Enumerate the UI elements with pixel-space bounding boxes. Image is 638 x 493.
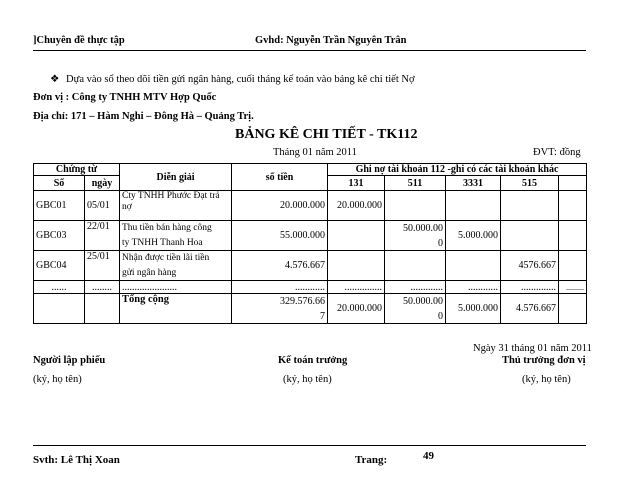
- cell-amount: 20.000.000: [232, 191, 328, 221]
- dots-511: .............: [385, 281, 446, 294]
- col-empty: [559, 176, 587, 191]
- header-left: ]Chuyên đề thực tập: [33, 35, 125, 46]
- cell-131: [328, 221, 385, 251]
- cell-3331: [446, 191, 501, 221]
- cell-desc: Nhận được tiền lãi tiền gửi ngân hàng: [120, 251, 232, 281]
- cell-515: [501, 221, 559, 251]
- bullet-icon: ❖: [50, 74, 60, 85]
- total-label: Tổng cộng: [120, 294, 232, 324]
- col-131: 131: [328, 176, 385, 191]
- footer-student: Svth: Lê Thị Xoan: [33, 454, 120, 466]
- cell-511: [385, 191, 446, 221]
- cell-511: 50.000.00 0: [385, 221, 446, 251]
- detail-table: [33, 163, 587, 324]
- dots-no: ......: [34, 281, 85, 294]
- cell-515: 4576.667: [501, 251, 559, 281]
- total-515: 4.576.667: [501, 294, 559, 324]
- signer-preparer-note: (ký, họ tên): [33, 374, 82, 385]
- header-rule: [33, 50, 586, 51]
- signer-director-note: (ký, họ tên): [522, 374, 571, 385]
- intro-line: [50, 73, 415, 85]
- dots-date: ........: [85, 281, 120, 294]
- cell-131: [328, 251, 385, 281]
- total-3331: 5.000.000: [446, 294, 501, 324]
- col-description: Diễn giải: [120, 164, 232, 191]
- signer-preparer: Người lập phiếu: [33, 355, 106, 366]
- dots-3331: ............: [446, 281, 501, 294]
- total-511: 50.000.00 0: [385, 294, 446, 324]
- currency-unit: ĐVT: đồng: [533, 147, 581, 158]
- col-no: Số: [34, 176, 85, 191]
- cell-515: [501, 191, 559, 221]
- cell-no: GBC03: [34, 221, 85, 251]
- signer-chief-accountant-note: (ký, họ tên): [283, 374, 332, 385]
- cell-amount: 55.000.000: [232, 221, 328, 251]
- table-row: [34, 221, 587, 251]
- cell-extra: [559, 221, 587, 251]
- cell-3331: [446, 251, 501, 281]
- total-date: [85, 294, 120, 324]
- footer-rule: [33, 445, 586, 446]
- total-amount: 329.576.66 7: [232, 294, 328, 324]
- signer-chief-accountant: Kế toán trưởng: [278, 355, 348, 366]
- total-row: [34, 294, 587, 324]
- cell-3331: 5.000.000: [446, 221, 501, 251]
- cell-511: [385, 251, 446, 281]
- col-voucher: Chứng từ: [34, 164, 120, 176]
- table-row-dots: [34, 281, 587, 294]
- table-row: [34, 251, 587, 281]
- cell-extra: [559, 251, 587, 281]
- footer-page-label: Trang:: [355, 454, 388, 466]
- dots-515: ..............: [501, 281, 559, 294]
- col-511: 511: [385, 176, 446, 191]
- cell-no: GBC04: [34, 251, 85, 281]
- dots-extra: .........: [559, 281, 587, 294]
- col-amount: số tiền: [232, 164, 328, 191]
- total-no: [34, 294, 85, 324]
- signer-director: Thủ trưởng đơn vị: [502, 355, 586, 366]
- intro-text: Dựa vào sổ theo dõi tiền gửi ngân hàng, cuối tháng kế toán vào bảng kê chi tiết Nợ: [66, 74, 415, 85]
- total-extra: [559, 294, 587, 324]
- dots-desc: ......................: [120, 281, 232, 294]
- cell-131: 20.000.000: [328, 191, 385, 221]
- cell-date: 25/01: [85, 251, 120, 281]
- dots-amount: ............: [232, 281, 328, 294]
- month-line: Tháng 01 năm 2011: [273, 147, 357, 158]
- dots-131: ...............: [328, 281, 385, 294]
- cell-desc: Thu tiền bán hàng công ty TNHH Thanh Hoa: [120, 221, 232, 251]
- address-line: Địa chỉ: 171 – Hàm Nghi – Đông Hà – Quảng Trị.: [33, 111, 254, 122]
- footer-page-number: 49: [423, 450, 434, 462]
- cell-date: 22/01: [85, 221, 120, 251]
- total-131: 20.000.000: [328, 294, 385, 324]
- sign-date: Ngày 31 tháng 01 năm 2011: [473, 343, 592, 354]
- cell-extra: [559, 191, 587, 221]
- table-row: [34, 191, 587, 221]
- col-515: 515: [501, 176, 559, 191]
- header-row-1: [34, 164, 587, 176]
- col-credit-accounts: Ghi nợ tài khoản 112 -ghi có các tài khoản khác: [328, 164, 587, 176]
- cell-amount: 4.576.667: [232, 251, 328, 281]
- col-3331: 3331: [446, 176, 501, 191]
- cell-desc: Cty TNHH Phước Đạt trả nợ: [120, 191, 232, 221]
- unit-line: Đơn vị : Công ty TNHH MTV Hợp Quốc: [33, 92, 217, 103]
- cell-date: 05/01: [85, 191, 120, 221]
- header-right: Gvhd: Nguyễn Trần Nguyên Trân: [255, 35, 407, 46]
- cell-no: GBC01: [34, 191, 85, 221]
- page-title: BẢNG KÊ CHI TIẾT - TK112: [235, 127, 418, 142]
- col-date: ngày: [85, 176, 120, 191]
